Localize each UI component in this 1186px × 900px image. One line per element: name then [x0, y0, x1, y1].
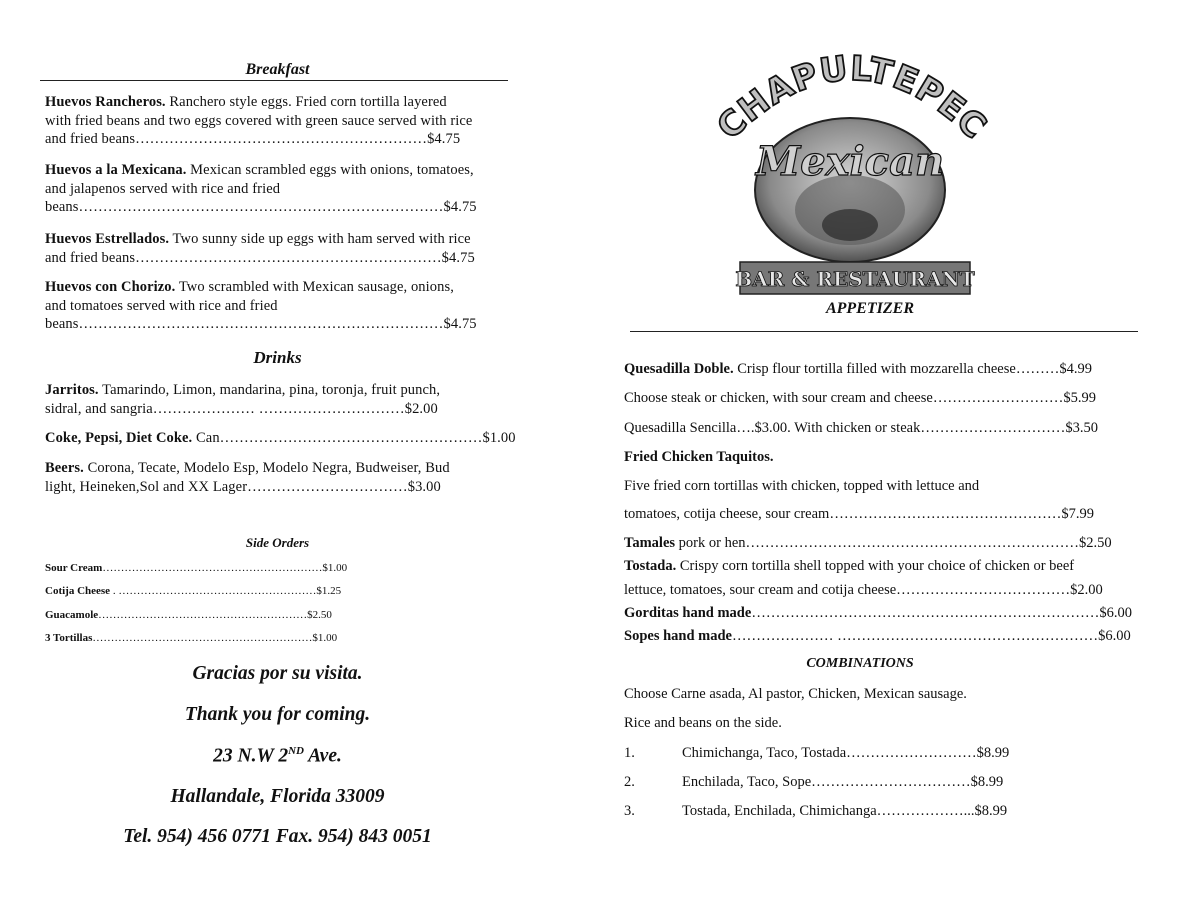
- drinks-item-beers: Beers. Corona, Tecate, Modelo Esp, Modelo Negra, Budweiser, Bud light, Heineken,Sol and XX Lager……………………………$3.00: [45, 460, 450, 495]
- appetizer-quesadilla-sencilla: Quesadilla Sencilla….$3.00. With chicken or steak…………………………$3.50: [624, 420, 1098, 436]
- combinations-intro-sides: Rice and beans on the side.: [624, 715, 782, 731]
- footer-phone: Tel. 954) 456 0771 Fax. 954) 843 0051: [123, 826, 432, 847]
- side-orders-title: Side Orders: [245, 535, 310, 550]
- combinations-title: COMBINATIONS: [806, 656, 914, 671]
- appetizer-rule: [630, 331, 1138, 332]
- combination-number: 3.: [624, 803, 635, 819]
- breakfast-item-rancheros: Huevos Rancheros. Ranchero style eggs. Fried corn tortilla layered with fried beans and two eggs covered with green sauce served with rice and fried beans……………………………………………………$4.75: [45, 94, 473, 147]
- footer-thanks-en: Thank you for coming.: [184, 704, 371, 725]
- appetizer-tamales: Tamales pork or hen……………………………………………………………$2.50: [624, 535, 1112, 551]
- appetizer-tostada-price: lettuce, tomatoes, sour cream and cotija cheese………………………………$2.00: [624, 582, 1103, 598]
- appetizer-title: APPETIZER: [825, 300, 914, 317]
- appetizer-taquitos-heading: Fried Chicken Taquitos.: [624, 449, 774, 465]
- combination-text: Tostada, Enchilada, Chimichanga………………...$8.99: [682, 803, 1008, 819]
- svg-text:CHAPULTEPEC: HAPULTEPEC: [730, 50, 990, 148]
- drinks-title: Drinks: [253, 348, 302, 367]
- breakfast-item-mexicana: Huevos a la Mexicana. Mexican scrambled eggs with onions, tomatoes, and jalapenos served with rice and fried beans…………………………………………………………………$4.75: [45, 162, 477, 215]
- appetizer-taquitos-desc: Five fried corn tortillas with chicken, topped with lettuce and: [624, 478, 980, 494]
- logo-graphic: [715, 50, 990, 300]
- breakfast-rule: [40, 80, 508, 81]
- appetizer-steak-chicken-option: Choose steak or chicken, with sour cream and cheese………………………$5.99: [624, 390, 1096, 406]
- side-order-guacamole: Guacamole…………………………………………………$2.50: [45, 609, 332, 621]
- combination-number: 1.: [624, 745, 635, 761]
- restaurant-logo: [715, 50, 990, 300]
- footer-address: 23 N.W 2ND Ave.: [213, 745, 342, 767]
- combination-text: Chimichanga, Taco, Tostada………………………$8.99: [682, 745, 1010, 761]
- drinks-item-jarritos: Jarritos. Tamarindo, Limon, mandarina, pina, toronja, fruit punch, sidral, and sangria………………… …………………………$2.00: [45, 382, 441, 417]
- side-order-tortillas: 3 Tortillas……………………………………………………$1.00: [45, 632, 338, 644]
- side-order-cotija-cheese: Cotija Cheese . ………………………………………………$1.25: [45, 585, 342, 597]
- breakfast-item-estrellados: Huevos Estrellados. Two sunny side up eggs with ham served with rice and fried beans………………………………………………………$4.75: [45, 231, 475, 266]
- appetizer-tostada: Tostada. Crispy corn tortilla shell topped with your choice of chicken or beef: [624, 558, 1075, 574]
- appetizer-gorditas: Gorditas hand made………………………………………………………………$6.00: [624, 605, 1132, 621]
- breakfast-item-chorizo: Huevos con Chorizo. Two scrambled with Mexican sausage, onions, and tomatoes served with rice and fried beans…………………………………………………………………$4.75: [45, 279, 477, 332]
- svg-text:Mexican: Mexican: [755, 138, 945, 185]
- appetizer-taquitos-price: tomatoes, cotija cheese, sour cream…………………………………………$7.99: [624, 506, 1094, 522]
- footer-thanks-es: Gracias por su visita.: [192, 663, 363, 684]
- combination-text: Enchilada, Taco, Sope……………………………$8.99: [682, 774, 1004, 790]
- footer-city: Hallandale, Florida 33009: [170, 786, 385, 807]
- side-order-sour-cream: Sour Cream……………………………………………………$1.00: [45, 562, 348, 574]
- combination-number: 2.: [624, 774, 635, 790]
- combinations-intro-choose: Choose Carne asada, Al pastor, Chicken, Mexican sausage.: [624, 686, 967, 702]
- breakfast-title: Breakfast: [245, 61, 310, 78]
- svg-text:BAR & RESTAURANT: BAR & RESTAURANT: [735, 267, 975, 291]
- appetizer-sopes: Sopes hand made………………… ………………………………………………$6.00: [624, 628, 1131, 644]
- drinks-item-soda: Coke, Pepsi, Diet Coke. Can………………………………………………$1.00: [45, 430, 516, 446]
- appetizer-quesadilla-doble: Quesadilla Doble. Crisp flour tortilla filled with mozzarella cheese………$4.99: [624, 361, 1092, 377]
